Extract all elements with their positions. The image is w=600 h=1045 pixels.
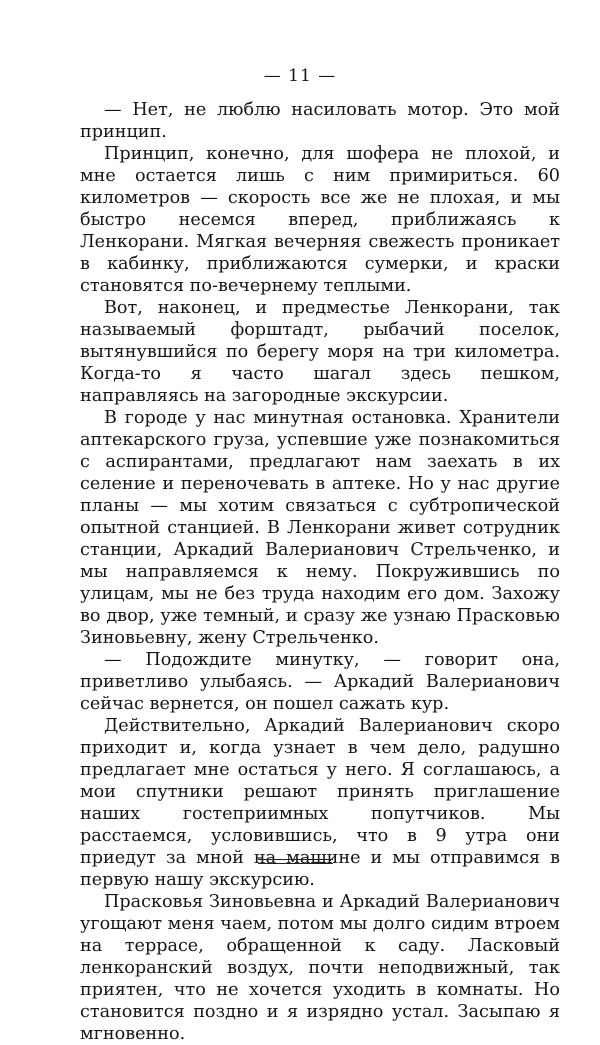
rule-line bbox=[258, 863, 333, 864]
rule-line bbox=[258, 859, 333, 860]
paragraph: Прасковья Зиновьевна и Аркадий Валерианович угощают меня чаем, потом мы долго сидим втроем на террасе, обращенной к саду. Ласковый ленкоранский воздух, почти неподвижный, так приятен, что не хочется уходить в комнаты. Но становится поздно и я изрядно устал. Засыпаю я мгновенно. bbox=[80, 892, 560, 1044]
page-number: — 11 — bbox=[263, 66, 337, 86]
body-text bbox=[80, 99, 560, 1045]
paragraph: Вот, наконец, и предместье Ленкорани, так называемый форштадт, рыбачий поселок, вытянувшийся по берегу моря на три километра. Когда-то я часто шагал здесь пешком, направляясь на загородные экскурсии. bbox=[80, 298, 560, 406]
paragraph: В городе у нас минутная остановка. Хранители аптекарского груза, успевшие уже познакомиться с аспирантами, предлагают нам заехать в их селение и переночевать в аптеке. Но у нас другие планы — мы хотим связаться с субтропической опытной станцией. В Ленкорани живет сотрудник станции, Аркадий Валерианович Стрельченко, и мы направляемся к нему. Покружившись по улицам, мы не без труда находим его дом. Захожу во двор, уже темный, и сразу же узнаю Прасковью Зиновьевну, жену Стрельченко. bbox=[80, 408, 560, 648]
paragraph: Принцип, конечно, для шофера не плохой, и мне остается лишь с ним примириться. 60 километров — скорость все же не плохая, и мы быстро несемся вперед, приближаясь к Ленкорани. Мягкая вечерняя свежесть проникает в кабинку, приближаются сумерки, и краски становятся по-вечернему теплыми. bbox=[80, 144, 560, 296]
paragraph: — Нет, не люблю насиловать мотор. Это мой принцип. bbox=[80, 100, 560, 142]
paragraph: — Подождите минутку, — говорит она, приветливо улыбаясь. — Аркадий Валерианович сейчас вернется, он пошел сажать кур. bbox=[80, 650, 560, 714]
paragraph: Действительно, Аркадий Валерианович скоро приходит и, когда узнает в чем дело, радушно предлагает мне остаться у него. Я соглашаюсь, а мои спутники решают принять приглашение наших гостеприимных попутчиков. Мы расстаемся, условившись, что в 9 утра они приедут за мной на машине и мы отправимся в первую нашу экскурсию. bbox=[80, 716, 560, 890]
section-end-rule bbox=[258, 859, 333, 867]
